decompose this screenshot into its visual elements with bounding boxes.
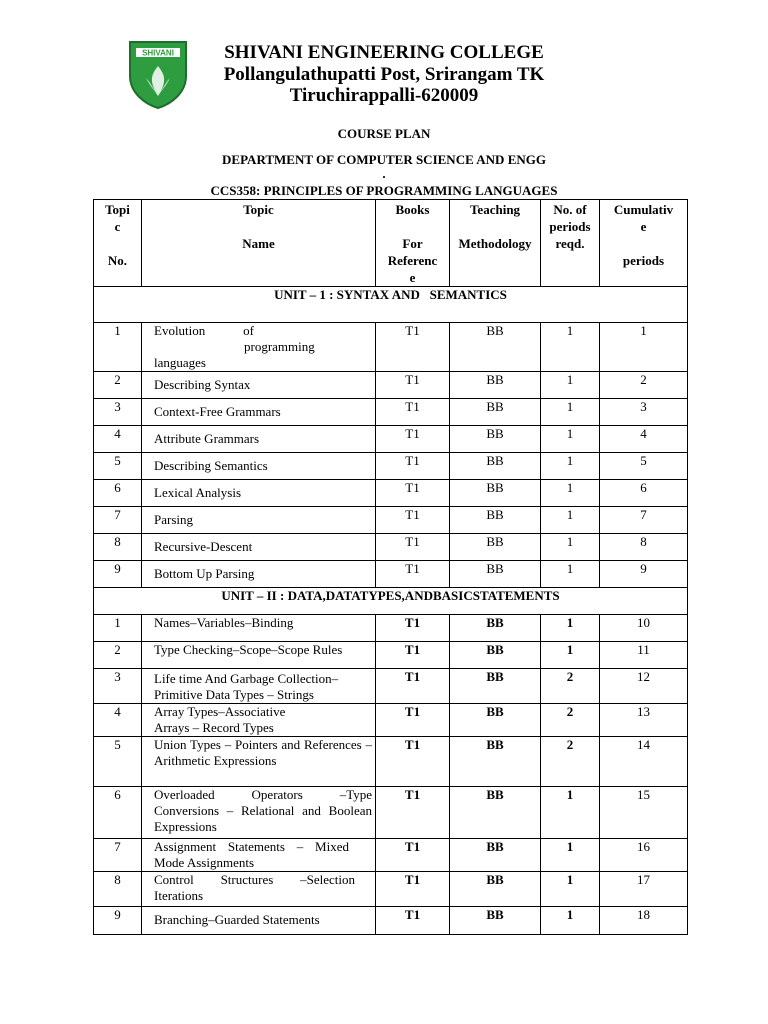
topic-no: 3 [94, 669, 142, 704]
teaching-method: BB [450, 704, 541, 737]
cumulative-periods: 2 [600, 372, 688, 399]
periods-required: 1 [541, 872, 600, 907]
book-ref: T1 [376, 737, 450, 787]
topic-name: Bottom Up Parsing [142, 561, 376, 588]
topic-no: 6 [94, 787, 142, 839]
table-row [94, 399, 688, 426]
topic-no: 5 [94, 737, 142, 787]
table-row [94, 480, 688, 507]
teaching-method: BB [450, 507, 541, 534]
topic-no: 7 [94, 839, 142, 872]
topic-name: Parsing [142, 507, 376, 534]
unit-2-heading: UNIT – II : DATA,DATATYPES,ANDBASICSTATEMENTS [94, 588, 688, 615]
book-ref: T1 [376, 480, 450, 507]
book-ref: T1 [376, 615, 450, 642]
teaching-method: BB [450, 323, 541, 372]
cumulative-periods: 4 [600, 426, 688, 453]
topic-name: Describing Syntax [142, 372, 376, 399]
course-plan-table [93, 199, 688, 935]
topic-no: 2 [94, 372, 142, 399]
table-row [94, 534, 688, 561]
college-name: SHIVANI ENGINEERING COLLEGE [224, 42, 544, 63]
teaching-method: BB [450, 615, 541, 642]
periods-required: 1 [541, 323, 600, 372]
periods-required: 1 [541, 507, 600, 534]
topic-name: Assignment Statements – Mixed Mode Assignments [142, 839, 376, 872]
topic-name: Attribute Grammars [142, 426, 376, 453]
periods-required: 2 [541, 704, 600, 737]
book-ref: T1 [376, 907, 450, 935]
periods-required: 2 [541, 737, 600, 787]
periods-required: 1 [541, 453, 600, 480]
table-row [94, 839, 688, 872]
topic-name: Array Types–Associative Arrays – Record Types [142, 704, 376, 737]
teaching-method: BB [450, 872, 541, 907]
cumulative-periods: 14 [600, 737, 688, 787]
topic-name: Recursive-Descent [142, 534, 376, 561]
col-topic-no: Topi c No. [94, 200, 142, 287]
topic-name: Branching–Guarded Statements [142, 907, 376, 935]
topic-name: Evolution of programming languages [142, 323, 376, 372]
cumulative-periods: 16 [600, 839, 688, 872]
book-ref: T1 [376, 642, 450, 669]
table-row [94, 323, 688, 372]
topic-name: Lexical Analysis [142, 480, 376, 507]
book-ref: T1 [376, 561, 450, 588]
teaching-method: BB [450, 669, 541, 704]
periods-required: 1 [541, 534, 600, 561]
book-ref: T1 [376, 426, 450, 453]
teaching-method: BB [450, 399, 541, 426]
topic-no: 8 [94, 534, 142, 561]
topic-no: 9 [94, 907, 142, 935]
col-teaching-methodology: Teaching Methodology [450, 200, 541, 287]
col-topic-name: Topic Name [142, 200, 376, 287]
table-row [94, 561, 688, 588]
cumulative-periods: 7 [600, 507, 688, 534]
periods-required: 1 [541, 642, 600, 669]
logo-lettering: SHIVANI [142, 48, 174, 58]
periods-required: 1 [541, 372, 600, 399]
table-row [94, 453, 688, 480]
teaching-method: BB [450, 426, 541, 453]
book-ref: T1 [376, 453, 450, 480]
college-address-line2: Tiruchirappalli-620009 [289, 85, 479, 106]
topic-no: 2 [94, 642, 142, 669]
periods-required: 1 [541, 615, 600, 642]
cumulative-periods: 15 [600, 787, 688, 839]
cumulative-periods: 5 [600, 453, 688, 480]
topic-name: Life time And Garbage Collection– Primitive Data Types – Strings [142, 669, 376, 704]
college-address-line1: Pollangulathupatti Post, Srirangam TK [223, 64, 545, 85]
topic-no: 4 [94, 704, 142, 737]
teaching-method: BB [450, 534, 541, 561]
teaching-method: BB [450, 453, 541, 480]
book-ref: T1 [376, 399, 450, 426]
teaching-method: BB [450, 561, 541, 588]
topic-name: Control Structures –Selection Iterations [142, 872, 376, 907]
col-periods-required: No. of periods reqd. [541, 200, 600, 287]
book-ref: T1 [376, 507, 450, 534]
table-row [94, 507, 688, 534]
periods-required: 1 [541, 426, 600, 453]
table-row [94, 907, 688, 935]
topic-name: Describing Semantics [142, 453, 376, 480]
document-title: COURSE PLAN [337, 126, 431, 141]
periods-required: 1 [541, 839, 600, 872]
book-ref: T1 [376, 704, 450, 737]
table-row [94, 704, 688, 737]
cumulative-periods: 13 [600, 704, 688, 737]
book-ref: T1 [376, 669, 450, 704]
book-ref: T1 [376, 323, 450, 372]
teaching-method: BB [450, 787, 541, 839]
periods-required: 1 [541, 480, 600, 507]
periods-required: 2 [541, 669, 600, 704]
book-ref: T1 [376, 839, 450, 872]
periods-required: 1 [541, 907, 600, 935]
teaching-method: BB [450, 839, 541, 872]
book-ref: T1 [376, 534, 450, 561]
topic-name: Union Types – Pointers and References – Arithmetic Expressions [142, 737, 376, 787]
table-row [94, 787, 688, 839]
table-row [94, 372, 688, 399]
table-row [94, 669, 688, 704]
topic-name: Names–Variables–Binding [142, 615, 376, 642]
cumulative-periods: 17 [600, 872, 688, 907]
col-cumulative-periods: Cumulativ e periods [600, 200, 688, 287]
topic-no: 5 [94, 453, 142, 480]
course-title: CCS358: PRINCIPLES OF PROGRAMMING LANGUAGES [210, 183, 558, 198]
topic-name: Type Checking–Scope–Scope Rules [142, 642, 376, 669]
topic-no: 6 [94, 480, 142, 507]
topic-no: 4 [94, 426, 142, 453]
topic-no: 1 [94, 615, 142, 642]
periods-required: 1 [541, 561, 600, 588]
topic-no: 3 [94, 399, 142, 426]
cumulative-periods: 3 [600, 399, 688, 426]
table-row [94, 872, 688, 907]
topic-no: 1 [94, 323, 142, 372]
table-row [94, 426, 688, 453]
topic-no: 9 [94, 561, 142, 588]
cumulative-periods: 6 [600, 480, 688, 507]
teaching-method: BB [450, 480, 541, 507]
topic-name: Context-Free Grammars [142, 399, 376, 426]
cumulative-periods: 18 [600, 907, 688, 935]
periods-required: 1 [541, 787, 600, 839]
topic-no: 8 [94, 872, 142, 907]
unit-1-heading: UNIT – 1 : SYNTAX AND SEMANTICS [94, 287, 688, 323]
table-row [94, 642, 688, 669]
topic-no: 7 [94, 507, 142, 534]
cumulative-periods: 9 [600, 561, 688, 588]
topic-name: Overloaded Operators –Type Conversions – Relational and Boolean Expressions [142, 787, 376, 839]
department-dot: . [382, 166, 386, 181]
teaching-method: BB [450, 907, 541, 935]
teaching-method: BB [450, 737, 541, 787]
cumulative-periods: 1 [600, 323, 688, 372]
cumulative-periods: 11 [600, 642, 688, 669]
teaching-method: BB [450, 372, 541, 399]
table-row [94, 737, 688, 787]
periods-required: 1 [541, 399, 600, 426]
cumulative-periods: 12 [600, 669, 688, 704]
teaching-method: BB [450, 642, 541, 669]
book-ref: T1 [376, 872, 450, 907]
col-books: Books For Referenc e [376, 200, 450, 287]
table-row [94, 615, 688, 642]
book-ref: T1 [376, 372, 450, 399]
cumulative-periods: 10 [600, 615, 688, 642]
cumulative-periods: 8 [600, 534, 688, 561]
book-ref: T1 [376, 787, 450, 839]
department-name: DEPARTMENT OF COMPUTER SCIENCE AND ENGG [222, 152, 546, 167]
